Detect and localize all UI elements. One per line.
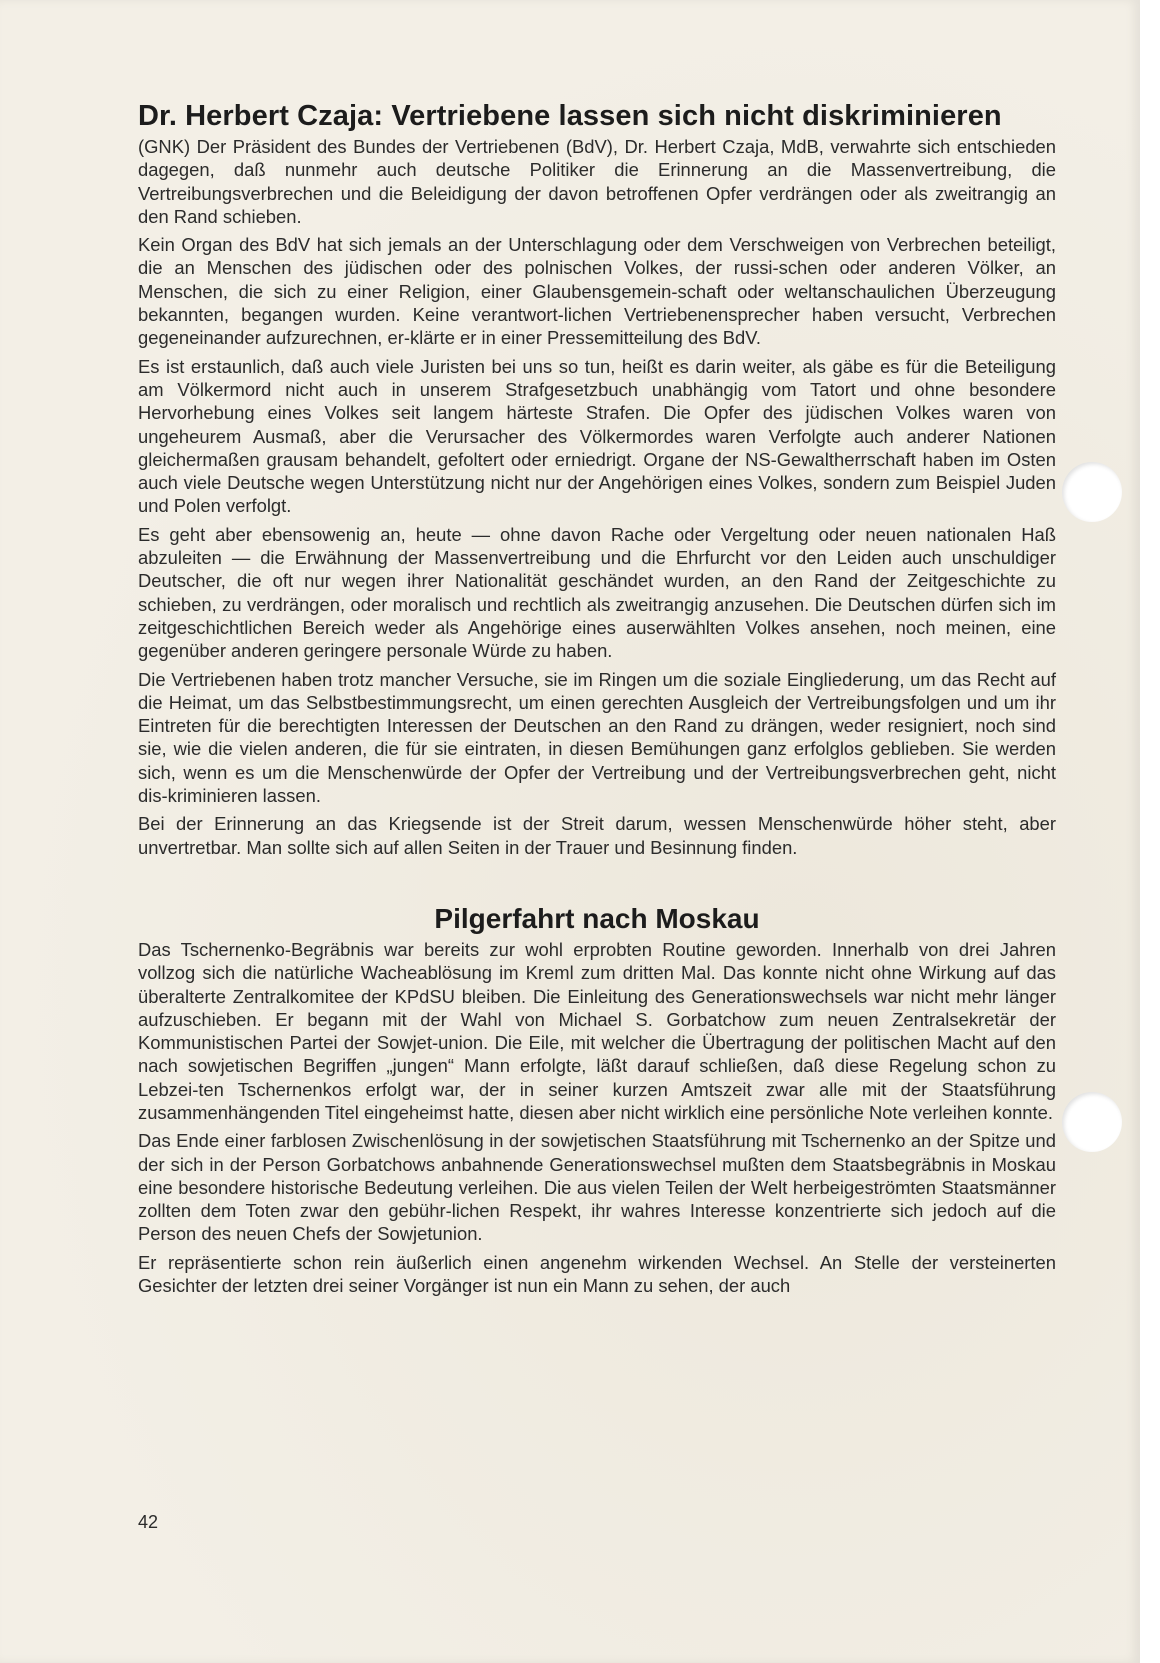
article-pilgerfahrt bbox=[138, 903, 1056, 1297]
article-vertriebene bbox=[138, 100, 1056, 859]
page-content bbox=[138, 100, 1056, 1302]
article-paragraph: Das Ende einer farblosen Zwischenlösung in der sowjetischen Staatsführung mit Tschernenko an der Spitze und der sich in der Person Gorbatchows anbahnende Generationswechsel mußten dem Staatsbegräbnis in Moskau eine besondere historische Bedeutung verleihen. Die aus vielen Teilen der Welt herbeigeströmten Staatsmänner zollten dem Toten zwar den gebühr-lichen Respekt, ihr wahres Interesse konzentrierte sich jedoch auf die Person des neuen Chefs der Sowjetunion. bbox=[138, 1130, 1056, 1245]
punch-hole bbox=[1062, 462, 1122, 522]
article-paragraph: Es ist erstaunlich, daß auch viele Juristen bei uns so tun, heißt es darin weiter, als gäbe es für die Beteiligung am Völkermord nicht auch in unserem Strafgesetzbuch unabhängig vom Tatort und ohne besondere Hervorhebung eines Volkes seit langem härteste Strafen. Die Opfer des jüdischen Volkes waren von ungeheurem Ausmaß, aber die Verursacher des Völkermordes waren Verfolgte auch anderer Nationen gleichermaßen grausam behandelt, gefoltert oder erniedrigt. Organe der NS-Gewaltherrschaft haben im Osten auch viele Deutsche wegen Unterstützung nicht nur der Angehörigen eines Volkes, sondern zum Beispiel Juden und Polen verfolgt. bbox=[138, 355, 1056, 517]
article-paragraph: Kein Organ des BdV hat sich jemals an der Unterschlagung oder dem Verschweigen von Verbrechen beteiligt, die an Menschen des jüdischen oder des polnischen Volkes, der russi-schen oder anderen Völker, an Menschen, die sich zu einer Religion, einer Glaubensgemein-schaft oder weltanschaulichen Überzeugung bekannten, begangen wurden. Keine verantwort-lichen Vertriebenensprecher haben versucht, Verbrechen gegeneinander aufzurechnen, er-klärte er in einer Pressemitteilung des BdV. bbox=[138, 234, 1056, 349]
article-title: Dr. Herbert Czaja: Vertriebene lassen sich nicht diskriminieren bbox=[138, 100, 1002, 132]
punch-hole bbox=[1062, 1092, 1122, 1152]
article-paragraph: Das Tschernenko-Begräbnis war bereits zur wohl erprobten Routine geworden. Innerhalb von drei Jahren vollzog sich die natürliche Wacheablösung im Kreml zum dritten Mal. Das konnte nicht ohne Wirkung auf das überalterte Zentralkomitee der KPdSU bleiben. Die Einleitung des Generationswechsels war nicht mehr länger aufzuschieben. Er begann mit der Wahl von Michael S. Gorbatchow zum neuen Zentralsekretär der Kommunistischen Partei der Sowjet-union. Die Eile, mit welcher die Übertragung der politischen Macht auf den nach sowjetischen Begriffen „jungen“ Mann erfolgte, läßt darauf schließen, daß diese Regelung schon zu Lebzei-ten Tschernenkos erfolgt war, der in seiner kurzen Amtszeit zwar alle mit der Staatsführung zusammenhängenden Titel eingeheimst hatte, diesen aber nicht wirklich eine persönliche Note verleihen konnte. bbox=[138, 938, 1056, 1123]
article-paragraph: Die Vertriebenen haben trotz mancher Versuche, sie im Ringen um die soziale Eingliederung, um das Recht auf die Heimat, um das Selbstbestimmungsrecht, um einen gerechten Ausgleich der Vertreibungsfolgen und um ihr Eintreten für die berechtigten Interessen der Deutschen an den Rand zu drängen, weder resigniert, noch sind sie, wie die vielen anderen, die für sie eintraten, in diesen Bemühungen ganz erfolglos geblieben. Sie werden sich, wenn es um die Menschenwürde der Opfer der Vertreibung und der Vertreibungsverbrechen geht, nicht dis-kriminieren lassen. bbox=[138, 668, 1056, 807]
article-paragraph: Es geht aber ebensowenig an, heute — ohne davon Rache oder Vergeltung oder neuen nationalen Haß abzuleiten — die Erwähnung der Massenvertreibung und die Ehrfurcht vor den Leiden auch unschuldiger Deutscher, die oft nur wegen ihrer Nationalität geschändet wurden, an den Rand der Zeitgeschichte zu schieben, zu verdrängen, oder moralisch und rechtlich als zweitrangig anzusehen. Die Deutschen dürfen sich im zeitgeschichtlichen Bereich weder als Angehörige eines auserwählten Volkes ansehen, noch meinen, eine gegenüber anderen geringere personale Würde zu haben. bbox=[138, 523, 1056, 662]
article-paragraph: Er repräsentierte schon rein äußerlich einen angenehm wirkenden Wechsel. An Stelle der versteinerten Gesichter der letzten drei seiner Vorgänger ist nun ein Mann zu sehen, der auch bbox=[138, 1251, 1056, 1297]
article-paragraph: Bei der Erinnerung an das Kriegsende ist der Streit darum, wessen Menschenwürde höher steht, aber unvertretbar. Man sollte sich auf allen Seiten in der Trauer und Besinnung finden. bbox=[138, 813, 1056, 858]
article-title: Pilgerfahrt nach Moskau bbox=[434, 902, 760, 934]
article-paragraph: (GNK) Der Präsident des Bundes der Vertriebenen (BdV), Dr. Herbert Czaja, MdB, verwahrte sich entschieden dagegen, daß nunmehr auch deutsche Politiker die Erinnerung an die Massenvertreibung, die Vertreibungsverbrechen und die Beleidigung der davon betroffenen Opfer verdrängen oder als zweitrangig an den Rand schieben. bbox=[138, 136, 1056, 227]
page-number: 42 bbox=[138, 1512, 159, 1532]
